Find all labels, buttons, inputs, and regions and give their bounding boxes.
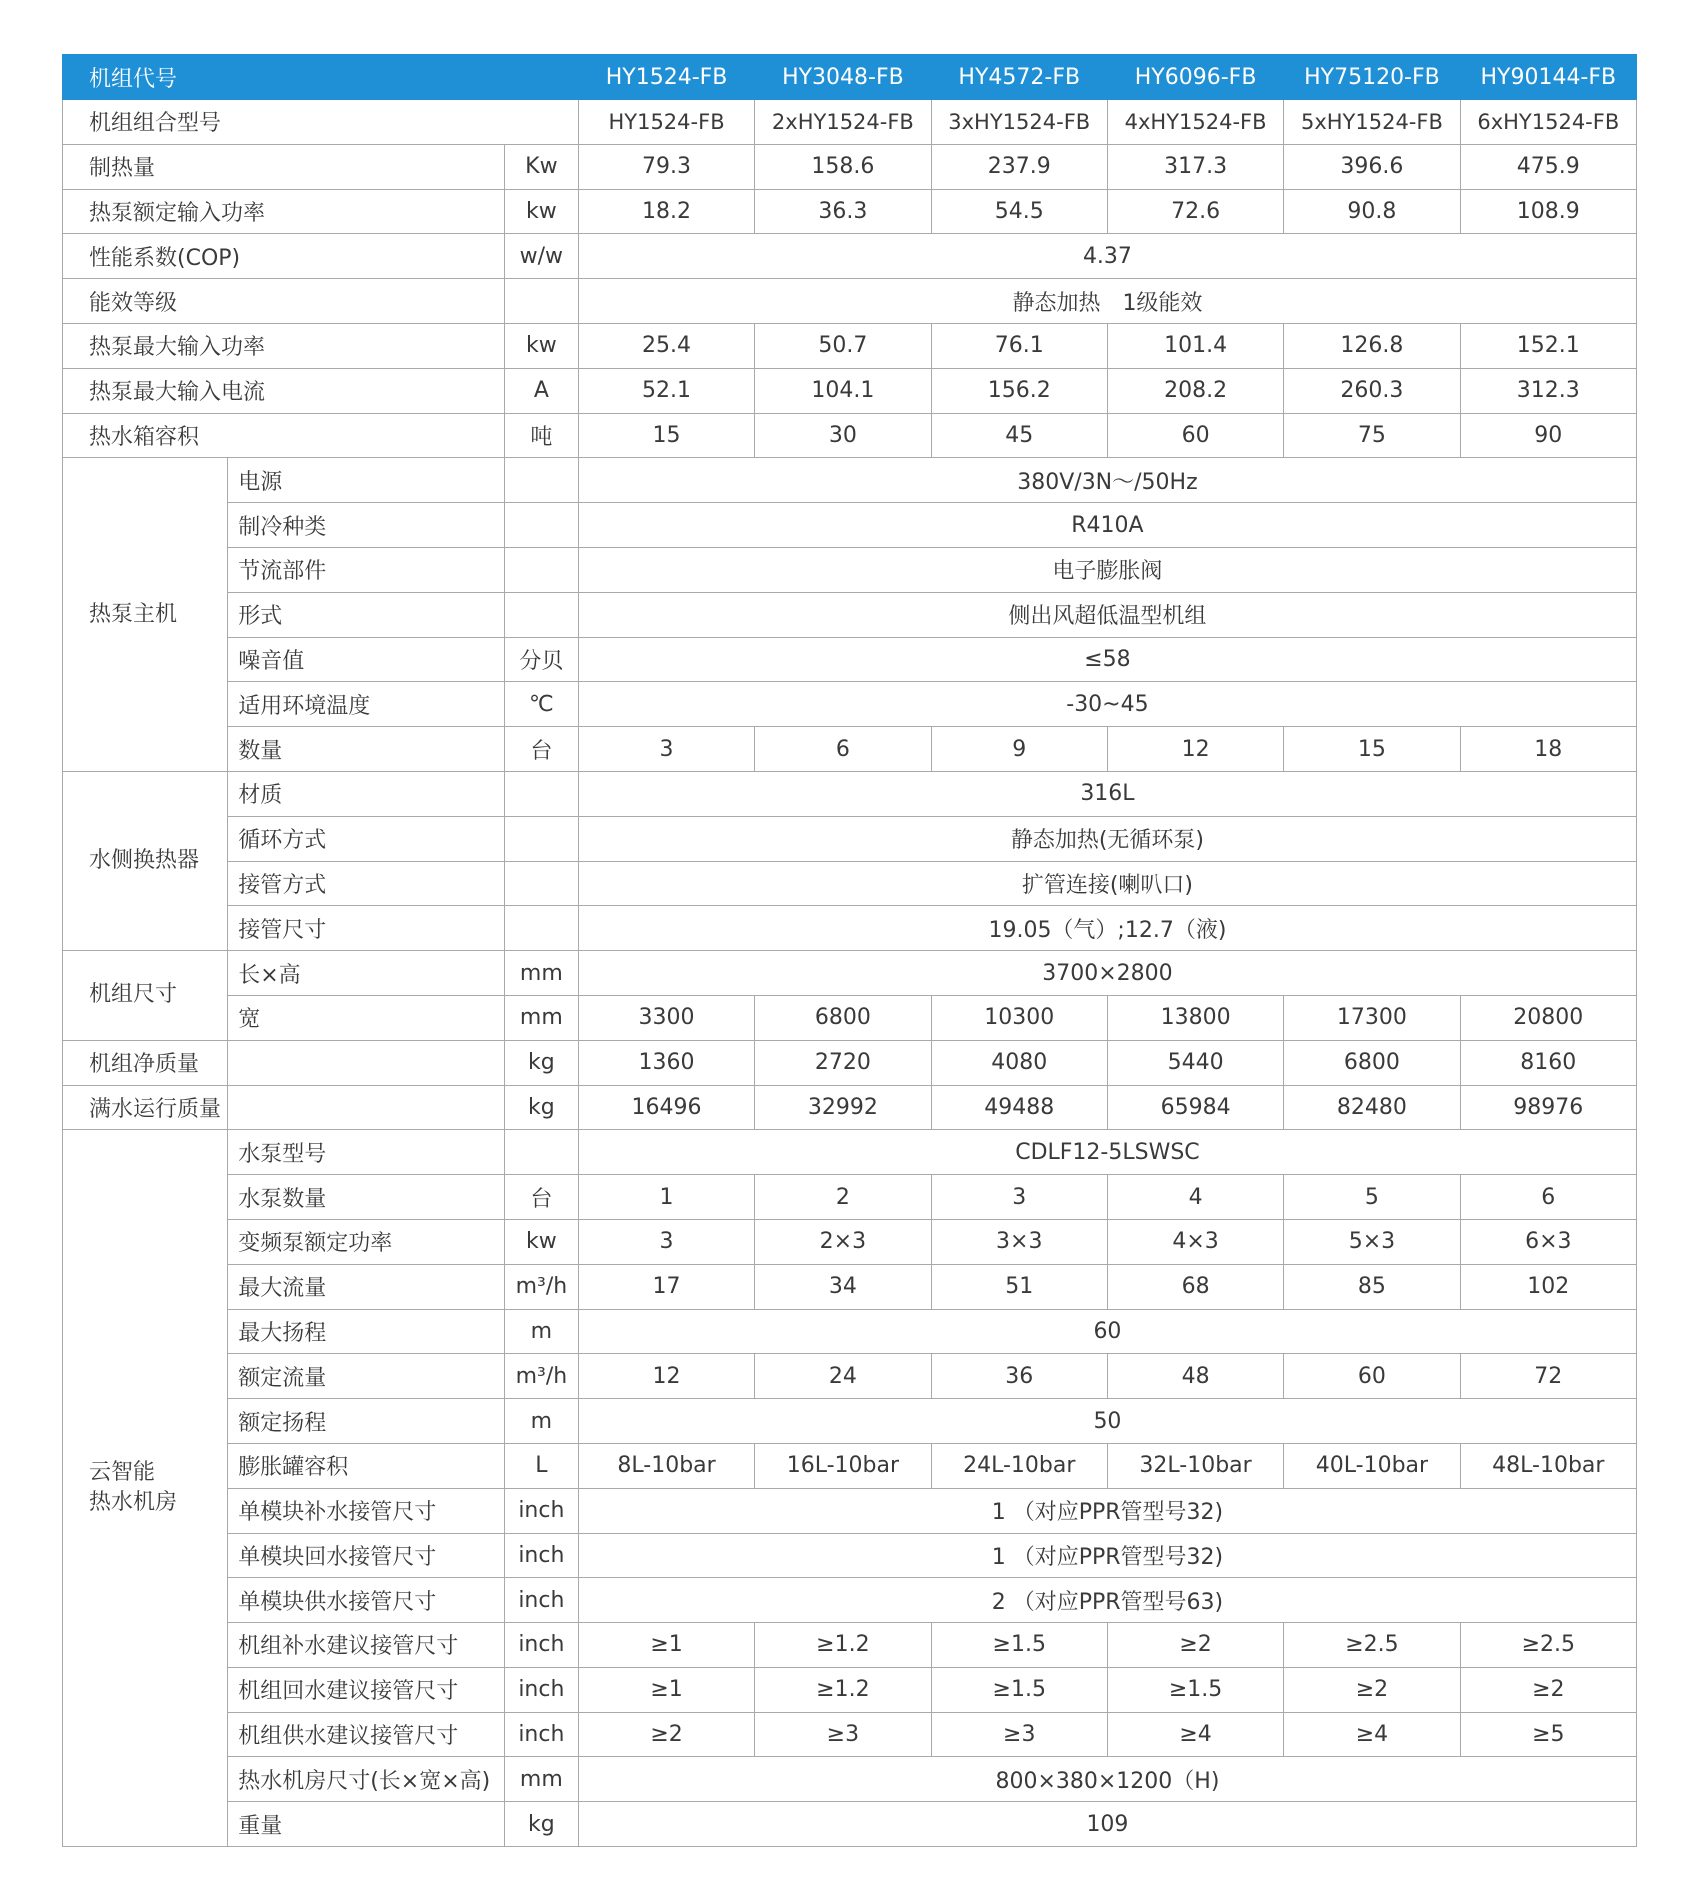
- unit-cell: mm: [504, 995, 578, 1040]
- row-label: 电源: [228, 458, 505, 503]
- value-cell: 5×3: [1284, 1219, 1460, 1264]
- spec-row: [63, 368, 1637, 413]
- model-code: HY3048-FB: [755, 55, 931, 100]
- unit-cell: inch: [504, 1533, 578, 1578]
- combo-model: 6xHY1524-FB: [1460, 100, 1636, 145]
- spec-row: [63, 1712, 1637, 1757]
- value-cell: 312.3: [1460, 368, 1636, 413]
- value-cell: 48: [1107, 1354, 1283, 1399]
- row-label: 机组供水建议接管尺寸: [228, 1712, 505, 1757]
- value-cell-merged: 静态加热 1级能效: [578, 279, 1636, 324]
- spec-row: [63, 458, 1637, 503]
- value-cell: 6: [1460, 1175, 1636, 1220]
- spec-row: [63, 547, 1637, 592]
- model-code: HY1524-FB: [578, 55, 754, 100]
- value-cell-merged: 2 （对应PPR管型号63): [578, 1578, 1636, 1623]
- value-cell: 52.1: [578, 368, 754, 413]
- value-cell: 68: [1107, 1264, 1283, 1309]
- value-cell: ≥1.5: [931, 1667, 1107, 1712]
- value-cell: 10300: [931, 995, 1107, 1040]
- spec-row: [63, 413, 1637, 458]
- value-cell: 1360: [578, 1040, 754, 1085]
- value-cell: 4×3: [1107, 1219, 1283, 1264]
- model-code: HY4572-FB: [931, 55, 1107, 100]
- unit-cell: [504, 771, 578, 816]
- value-cell: 65984: [1107, 1085, 1283, 1130]
- spec-row: [63, 189, 1637, 234]
- value-cell: ≥2: [1460, 1667, 1636, 1712]
- value-cell: 51: [931, 1264, 1107, 1309]
- unit-cell: inch: [504, 1623, 578, 1668]
- spec-row: [63, 1264, 1637, 1309]
- row-label: 接管尺寸: [228, 906, 505, 951]
- value-cell: 101.4: [1107, 323, 1283, 368]
- value-cell: 98976: [1460, 1085, 1636, 1130]
- spec-row: [63, 637, 1637, 682]
- value-cell: 15: [1284, 727, 1460, 772]
- value-cell: ≥5: [1460, 1712, 1636, 1757]
- value-cell: 75: [1284, 413, 1460, 458]
- group-pumproom: [63, 1130, 228, 1847]
- unit-cell: [504, 816, 578, 861]
- row-label: 重量: [228, 1802, 505, 1847]
- value-cell: 396.6: [1284, 144, 1460, 189]
- spec-row: [63, 727, 1637, 772]
- unit-cell: Kw: [504, 144, 578, 189]
- value-cell: 36.3: [755, 189, 931, 234]
- spec-row: [63, 951, 1637, 996]
- spec-row: [63, 1130, 1637, 1175]
- value-cell: 72: [1460, 1354, 1636, 1399]
- value-cell-merged: ≤58: [578, 637, 1636, 682]
- row-label: 最大扬程: [228, 1309, 505, 1354]
- empty-cell: [228, 1040, 505, 1085]
- row-label: 噪音值: [228, 637, 505, 682]
- unit-cell: [504, 547, 578, 592]
- value-cell: 6×3: [1460, 1219, 1636, 1264]
- unit-cell: kg: [504, 1085, 578, 1130]
- spec-row: [63, 144, 1637, 189]
- spec-table-body: [63, 55, 1637, 1847]
- value-cell: 475.9: [1460, 144, 1636, 189]
- model-code: HY6096-FB: [1107, 55, 1283, 100]
- value-cell: 3: [578, 1219, 754, 1264]
- value-cell: 17: [578, 1264, 754, 1309]
- value-cell: 85: [1284, 1264, 1460, 1309]
- group-dimensions: 机组尺寸: [63, 951, 228, 1041]
- spec-row: [63, 592, 1637, 637]
- unit-cell: m: [504, 1399, 578, 1444]
- unit-cell: w/w: [504, 234, 578, 279]
- value-cell-merged: 扩管连接(喇叭口): [578, 861, 1636, 906]
- value-cell: 32L-10bar: [1107, 1443, 1283, 1488]
- value-cell-merged: 4.37: [578, 234, 1636, 279]
- value-cell-merged: 380V/3N～/50Hz: [578, 458, 1636, 503]
- value-cell: 102: [1460, 1264, 1636, 1309]
- spec-row: [63, 1175, 1637, 1220]
- value-cell: 15: [578, 413, 754, 458]
- value-cell: 9: [931, 727, 1107, 772]
- row-label: 最大流量: [228, 1264, 505, 1309]
- row-label: 适用环境温度: [228, 682, 505, 727]
- spec-table: [62, 54, 1637, 1847]
- unit-cell: inch: [504, 1488, 578, 1533]
- spec-row: [63, 1533, 1637, 1578]
- unit-cell: 台: [504, 1175, 578, 1220]
- value-cell-merged: 1 （对应PPR管型号32): [578, 1488, 1636, 1533]
- model-code: HY75120-FB: [1284, 55, 1460, 100]
- row-label: 水泵数量: [228, 1175, 505, 1220]
- spec-row: [63, 682, 1637, 727]
- unit-cell: A: [504, 368, 578, 413]
- value-cell: 40L-10bar: [1284, 1443, 1460, 1488]
- row-label: 长×高: [228, 951, 505, 996]
- unit-cell: mm: [504, 1757, 578, 1802]
- row-label: 形式: [228, 592, 505, 637]
- unit-cell: 吨: [504, 413, 578, 458]
- value-cell: 3: [578, 727, 754, 772]
- unit-cell: [504, 279, 578, 324]
- spec-row: [63, 503, 1637, 548]
- value-cell: ≥2.5: [1284, 1623, 1460, 1668]
- value-cell: 24L-10bar: [931, 1443, 1107, 1488]
- value-cell: ≥1: [578, 1667, 754, 1712]
- value-cell: 12: [578, 1354, 754, 1399]
- value-cell: 20800: [1460, 995, 1636, 1040]
- value-cell: 13800: [1107, 995, 1283, 1040]
- spec-row: [63, 1802, 1637, 1847]
- unit-cell: [504, 906, 578, 951]
- value-cell: 17300: [1284, 995, 1460, 1040]
- value-cell: 2: [755, 1175, 931, 1220]
- row-label: 热泵最大输入功率: [63, 323, 505, 368]
- row-label: 热水箱容积: [63, 413, 505, 458]
- row-label: 材质: [228, 771, 505, 816]
- value-cell: 237.9: [931, 144, 1107, 189]
- value-cell: 32992: [755, 1085, 931, 1130]
- row-label: 宽: [228, 995, 505, 1040]
- value-cell: 24: [755, 1354, 931, 1399]
- value-cell: 18: [1460, 727, 1636, 772]
- unit-cell: kg: [504, 1040, 578, 1085]
- group-heatpump: 热泵主机: [63, 458, 228, 772]
- unit-cell: m: [504, 1309, 578, 1354]
- value-cell: 5440: [1107, 1040, 1283, 1085]
- value-cell: 16496: [578, 1085, 754, 1130]
- unit-cell: 分贝: [504, 637, 578, 682]
- value-cell: 126.8: [1284, 323, 1460, 368]
- value-cell: 3×3: [931, 1219, 1107, 1264]
- row-label: 制热量: [63, 144, 505, 189]
- spec-row: [63, 1219, 1637, 1264]
- combo-model: 4xHY1524-FB: [1107, 100, 1283, 145]
- unit-cell: [504, 458, 578, 503]
- value-cell: 6800: [1284, 1040, 1460, 1085]
- spec-row: [63, 1354, 1637, 1399]
- unit-cell: [504, 861, 578, 906]
- value-cell-merged: 1 （对应PPR管型号32): [578, 1533, 1636, 1578]
- spec-row: [63, 995, 1637, 1040]
- unit-cell: m³/h: [504, 1354, 578, 1399]
- unit-cell: L: [504, 1443, 578, 1488]
- unit-cell: mm: [504, 951, 578, 996]
- value-cell: ≥1.5: [931, 1623, 1107, 1668]
- row-label: 单模块回水接管尺寸: [228, 1533, 505, 1578]
- value-cell: ≥1.2: [755, 1623, 931, 1668]
- header-label: 机组代号: [63, 55, 579, 100]
- row-label: 水泵型号: [228, 1130, 505, 1175]
- value-cell-merged: CDLF12-5LSWSC: [578, 1130, 1636, 1175]
- row-label: 单模块供水接管尺寸: [228, 1578, 505, 1623]
- spec-row: [63, 1040, 1637, 1085]
- value-cell: 45: [931, 413, 1107, 458]
- spec-row: [63, 816, 1637, 861]
- value-cell: 317.3: [1107, 144, 1283, 189]
- spec-row: [63, 1623, 1637, 1668]
- row-label: 额定扬程: [228, 1399, 505, 1444]
- value-cell: 90.8: [1284, 189, 1460, 234]
- row-label: 性能系数(COP): [63, 234, 505, 279]
- value-cell: ≥4: [1107, 1712, 1283, 1757]
- group-exchanger: 水侧换热器: [63, 771, 228, 950]
- row-label: 机组净质量: [63, 1040, 228, 1085]
- value-cell: 6800: [755, 995, 931, 1040]
- value-cell: 54.5: [931, 189, 1107, 234]
- value-cell-merged: 109: [578, 1802, 1636, 1847]
- value-cell: 30: [755, 413, 931, 458]
- value-cell: ≥2: [578, 1712, 754, 1757]
- value-cell-merged: 50: [578, 1399, 1636, 1444]
- value-cell: 79.3: [578, 144, 754, 189]
- combo-model: 5xHY1524-FB: [1284, 100, 1460, 145]
- spec-row: [63, 1757, 1637, 1802]
- row-label: 满水运行质量: [63, 1085, 228, 1130]
- value-cell: 36: [931, 1354, 1107, 1399]
- value-cell: 16L-10bar: [755, 1443, 931, 1488]
- value-cell: 108.9: [1460, 189, 1636, 234]
- group-label-line: 热水机房: [89, 1490, 178, 1516]
- value-cell: 49488: [931, 1085, 1107, 1130]
- value-cell-merged: 静态加热(无循环泵): [578, 816, 1636, 861]
- value-cell: 3300: [578, 995, 754, 1040]
- value-cell: 1: [578, 1175, 754, 1220]
- value-cell: 8L-10bar: [578, 1443, 754, 1488]
- spec-row: [63, 1085, 1637, 1130]
- value-cell: ≥1.2: [755, 1667, 931, 1712]
- value-cell-merged: 电子膨胀阀: [578, 547, 1636, 592]
- row-label: 变频泵额定功率: [228, 1219, 505, 1264]
- row-label: 能效等级: [63, 279, 505, 324]
- row-label: 数量: [228, 727, 505, 772]
- value-cell: 4: [1107, 1175, 1283, 1220]
- empty-cell: [228, 1085, 505, 1130]
- row-label: 机组补水建议接管尺寸: [228, 1623, 505, 1668]
- value-cell: 25.4: [578, 323, 754, 368]
- unit-cell: [504, 503, 578, 548]
- value-cell: 8160: [1460, 1040, 1636, 1085]
- unit-cell: kw: [504, 1219, 578, 1264]
- row-label: 循环方式: [228, 816, 505, 861]
- combo-model: 2xHY1524-FB: [755, 100, 931, 145]
- value-cell: ≥3: [931, 1712, 1107, 1757]
- row-label: 机组组合型号: [63, 100, 579, 145]
- value-cell-merged: 3700×2800: [578, 951, 1636, 996]
- value-cell: 76.1: [931, 323, 1107, 368]
- model-code: HY90144-FB: [1460, 55, 1636, 100]
- spec-row: [63, 1578, 1637, 1623]
- combo-model: 3xHY1524-FB: [931, 100, 1107, 145]
- value-cell: 82480: [1284, 1085, 1460, 1130]
- unit-cell: inch: [504, 1578, 578, 1623]
- value-cell: ≥2: [1284, 1667, 1460, 1712]
- row-label: 热泵最大输入电流: [63, 368, 505, 413]
- unit-cell: m³/h: [504, 1264, 578, 1309]
- value-cell-merged: 19.05（气）;12.7（液): [578, 906, 1636, 951]
- value-cell: ≥2: [1107, 1623, 1283, 1668]
- value-cell: 2×3: [755, 1219, 931, 1264]
- unit-cell: [504, 592, 578, 637]
- unit-cell: ℃: [504, 682, 578, 727]
- row-label: 制冷种类: [228, 503, 505, 548]
- row-label: 单模块补水接管尺寸: [228, 1488, 505, 1533]
- value-cell: 12: [1107, 727, 1283, 772]
- spec-row: [63, 1443, 1637, 1488]
- unit-cell: [504, 1130, 578, 1175]
- value-cell: 48L-10bar: [1460, 1443, 1636, 1488]
- value-cell: 18.2: [578, 189, 754, 234]
- row-label: 机组回水建议接管尺寸: [228, 1667, 505, 1712]
- value-cell-merged: R410A: [578, 503, 1636, 548]
- spec-row: [63, 323, 1637, 368]
- row-label: 热水机房尺寸(长×宽×高): [228, 1757, 505, 1802]
- row-label: 接管方式: [228, 861, 505, 906]
- combo-model: HY1524-FB: [578, 100, 754, 145]
- spec-row: [63, 1488, 1637, 1533]
- spec-row: [63, 279, 1637, 324]
- spec-row: [63, 861, 1637, 906]
- unit-cell: kw: [504, 189, 578, 234]
- spec-row: [63, 1667, 1637, 1712]
- value-cell: ≥1: [578, 1623, 754, 1668]
- unit-cell: inch: [504, 1712, 578, 1757]
- spec-row: [63, 234, 1637, 279]
- value-cell: 104.1: [755, 368, 931, 413]
- unit-cell: kg: [504, 1802, 578, 1847]
- combo-row: [63, 100, 1637, 145]
- value-cell-merged: 侧出风超低温型机组: [578, 592, 1636, 637]
- value-cell: 156.2: [931, 368, 1107, 413]
- value-cell: 158.6: [755, 144, 931, 189]
- value-cell: 90: [1460, 413, 1636, 458]
- row-label: 额定流量: [228, 1354, 505, 1399]
- value-cell: ≥2.5: [1460, 1623, 1636, 1668]
- unit-cell: inch: [504, 1667, 578, 1712]
- value-cell-merged: 60: [578, 1309, 1636, 1354]
- value-cell: 152.1: [1460, 323, 1636, 368]
- spec-row: [63, 1309, 1637, 1354]
- spec-row: [63, 1399, 1637, 1444]
- value-cell: ≥1.5: [1107, 1667, 1283, 1712]
- spec-row: [63, 906, 1637, 951]
- value-cell: 4080: [931, 1040, 1107, 1085]
- unit-cell: 台: [504, 727, 578, 772]
- value-cell-merged: -30~45: [578, 682, 1636, 727]
- value-cell-merged: 316L: [578, 771, 1636, 816]
- value-cell: ≥4: [1284, 1712, 1460, 1757]
- row-label: 节流部件: [228, 547, 505, 592]
- value-cell: 6: [755, 727, 931, 772]
- value-cell-merged: 800×380×1200（H): [578, 1757, 1636, 1802]
- value-cell: 3: [931, 1175, 1107, 1220]
- value-cell: 50.7: [755, 323, 931, 368]
- unit-cell: kw: [504, 323, 578, 368]
- group-label-line: 云智能: [89, 1460, 156, 1486]
- header-row: [63, 55, 1637, 100]
- value-cell: 60: [1107, 413, 1283, 458]
- spec-row: [63, 771, 1637, 816]
- value-cell: 72.6: [1107, 189, 1283, 234]
- value-cell: 5: [1284, 1175, 1460, 1220]
- value-cell: 260.3: [1284, 368, 1460, 413]
- value-cell: 208.2: [1107, 368, 1283, 413]
- row-label: 膨胀罐容积: [228, 1443, 505, 1488]
- value-cell: 34: [755, 1264, 931, 1309]
- value-cell: 2720: [755, 1040, 931, 1085]
- value-cell: ≥3: [755, 1712, 931, 1757]
- row-label: 热泵额定输入功率: [63, 189, 505, 234]
- value-cell: 60: [1284, 1354, 1460, 1399]
